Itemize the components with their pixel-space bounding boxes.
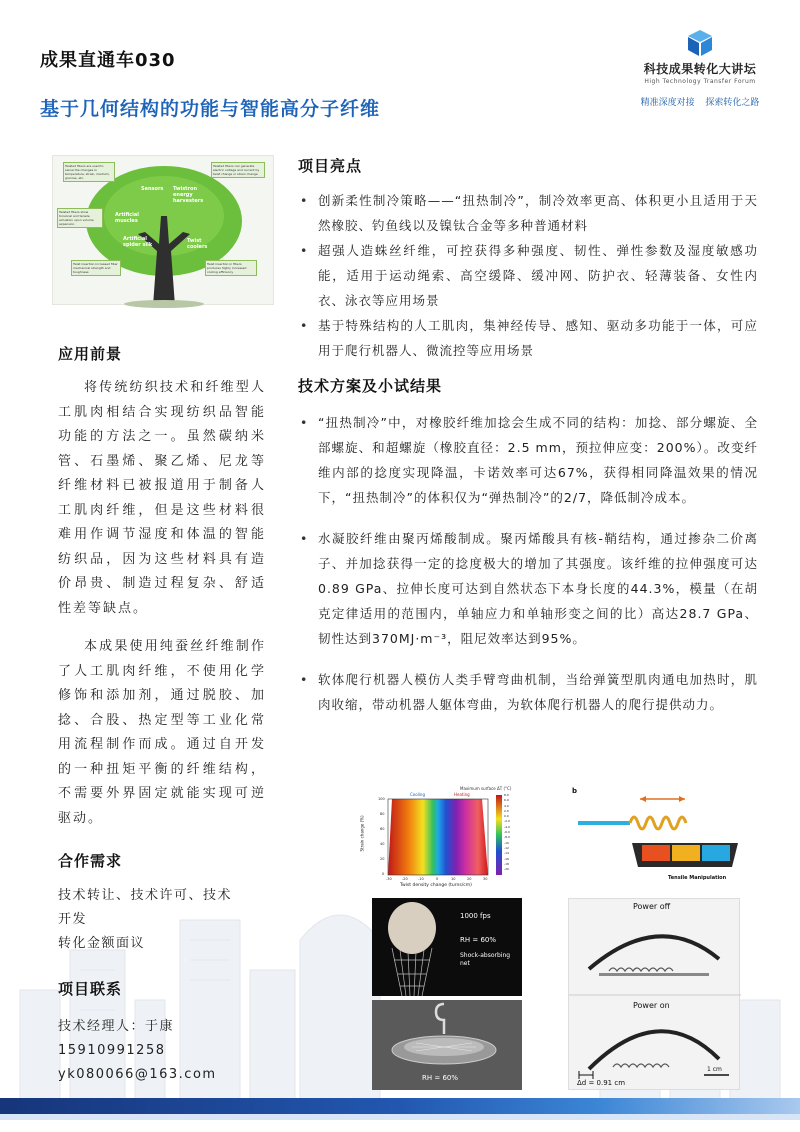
application-heading: 应用前景 (58, 345, 123, 363)
colorbar-tick: -8.0 (504, 835, 510, 840)
cube-logo-icon (685, 28, 715, 58)
heatmap-xtick: 10 (451, 877, 456, 881)
logo-slogan: 精准深度对接 探索转化之路 (640, 98, 760, 108)
tree-label-silk: Artificial spider silk (123, 236, 153, 248)
tree-label-sensors: Sensors (141, 186, 164, 192)
contact-email[interactable]: yk080066@163.com (58, 1067, 217, 1082)
tree-label-coolers: Twist coolers (187, 238, 208, 250)
contact-phone: 15910991258 (58, 1043, 166, 1058)
logo-name: 科技成果转化大讲坛 (643, 62, 757, 76)
tree-caption-sensors: Twisted fibers are used to sense the changes in temperature, strain, medium, glucose, etc. (63, 162, 115, 182)
tree-caption-muscles: Twisted fibers show torsional and tensile actuation upon volume expansion (57, 208, 103, 228)
heatmap-ytick: 40 (380, 842, 385, 846)
heatmap-ytick: 20 (380, 857, 385, 861)
tree-figure (52, 155, 274, 305)
colorbar-tick: -6.0 (504, 830, 510, 835)
colorbar-tick: 8.0 (504, 793, 509, 797)
heatmap-chart (370, 785, 520, 890)
tensile-panel-tag: b (572, 787, 578, 795)
robot-scale: 1 cm (707, 1066, 722, 1073)
net-figure (372, 898, 522, 996)
footer-stripe (0, 1114, 800, 1120)
colorbar-tick: -20 (504, 867, 509, 872)
heatmap-heating-label: Heating (454, 792, 470, 797)
tech-item: • 软体爬行机器人模仿人类手臂弯曲机制，当给弹簧型肌肉通电加热时，肌肉收缩，带动机器人躯体弯曲，为软体爬行机器人的爬行提供动力。 (298, 667, 758, 717)
hook-figure (372, 1000, 522, 1090)
cooperation-line-3: 转化金额面议 (58, 936, 146, 951)
series-label: 成果直通车030 (40, 50, 176, 71)
colorbar-tick: -2.0 (504, 819, 510, 824)
tensile-label: Tensile Manipulation (668, 875, 727, 881)
heatmap-ytick: 60 (380, 827, 385, 831)
highlight-item: • 创新柔性制冷策略——“扭热制冷”，制冷效率更高、体积更小且适用于天然橡胶、钓鱼线以及镍钛合金等多种普通材料 (298, 188, 758, 238)
tree-label-harvesters: Twistron energy harvesters (173, 186, 204, 204)
robot-power-off: Power off (633, 902, 671, 911)
application-paragraph-1: 将传统纺织技术和纤维型人工肌肉相结合实现纺织品智能功能的方法之一。虽然碳纳米管、石墨烯、聚乙烯、尼龙等纤维材料已被报道用于制备人工肌肉纤维，但是这些材料很难用作调节湿度和体温的智能纺织品，因为这些材料具有造价昂贵、制造过程复杂、舒适性差等缺点。 (58, 380, 266, 616)
tensile-figure (570, 785, 740, 890)
logo-english: High Technology Transfer Forum (644, 78, 756, 85)
contact-manager: 技术经理人：于康 (58, 1019, 175, 1034)
robot-figure (568, 898, 740, 1090)
heatmap-xtick: -20 (402, 877, 408, 881)
heatmap-ytick: 100 (378, 797, 385, 801)
tech-list (298, 410, 758, 717)
heatmap-xtick: -10 (418, 877, 424, 881)
net-note: Shock-absorbing net (460, 952, 511, 967)
tech-item: • “扭热制冷”中，对橡胶纤维加捻会生成不同的结构：加捻、部分螺旋、全部螺旋、和超螺旋（橡胶直径：2.5 mm，预拉伸应变：200%）。改变纤维内部的捻度实现降温，卡诺效率可达67%，获得相同降温效果的情况下，“扭热制冷”的体积仅为“弹热制冷”的2/7，降低制冷成本。 (298, 410, 758, 510)
page-title: 基于几何结构的功能与智能高分子纤维 (40, 98, 381, 120)
tree-caption-coolers: Twist insertion in fibers produces highly increased cooling efficiency (205, 260, 257, 276)
robot-illustration (569, 899, 741, 1091)
colorbar-tick: -10 (504, 840, 509, 845)
heatmap-xtick: 0 (436, 877, 439, 881)
colorbar-tick: -16 (504, 856, 509, 861)
forum-logo (630, 28, 770, 108)
net-illustration (372, 898, 522, 996)
colorbar-tick: 4.0 (504, 803, 509, 808)
colorbar-ticks (504, 793, 520, 872)
net-rh: RH = 60% (460, 936, 497, 944)
highlights-list (298, 188, 758, 363)
cooperation-line-2: 开发 (58, 912, 88, 927)
heatmap-ytick: 80 (380, 812, 385, 816)
cooperation-line-1: 技术转让、技术许可、技术 (58, 888, 233, 903)
heatmap-cooling-label: Cooling (410, 792, 425, 797)
colorbar-tick: -4.0 (504, 824, 510, 829)
tree-caption-silk: Twist insertion increased fiber mechanical strength and toughness (71, 260, 121, 276)
heatmap-ytick: 0 (382, 872, 385, 876)
tech-item: • 水凝胶纤维由聚丙烯酸制成。聚丙烯酸具有核-鞘结构，通过掺杂二价离子、并加捻获得一定的捻度极大的增加了其强度。该纤维的拉伸强度可达0.89 GPa、拉伸长度可达到自然状态下本身长度的44.3%，模量（在胡克定律适用的范围内，单轴应力和单轴形变之间的比）高达28.7 GPa、韧性达到370MJ·m⁻³，阻尼效率达到95%。 (298, 526, 758, 651)
footer-bar (0, 1098, 800, 1114)
heatmap-figure (359, 785, 520, 890)
application-paragraph-2: 本成果使用纯蚕丝纤维制作了人工肌肉纤维，不使用化学修饰和添加剂，通过脱胶、加捻、合股、热定型等工业化常用流程制作而成。通过自开发的一种扭矩平衡的纤维结构，不需要外界固定就能实现可逆驱动。 (58, 639, 266, 826)
heatmap-ylabel: Strain change (%) (359, 815, 365, 852)
colorbar-tick: -14 (504, 851, 509, 856)
cooperation-heading: 合作需求 (58, 852, 123, 870)
tree-caption-harvesters: Twisted fibers can generate electric voltage and current by twist change or strain change (211, 162, 265, 178)
colorbar-tick: -12 (504, 845, 509, 850)
robot-power-on: Power on (633, 1001, 670, 1010)
tech-heading: 技术方案及小试结果 (298, 377, 443, 395)
colorbar-tick: 0.0 (504, 814, 509, 819)
heatmap-xtick: -30 (386, 877, 392, 881)
contact-heading: 项目联系 (58, 980, 123, 998)
highlight-item: • 超强人造蛛丝纤维，可控获得多种强度、韧性、弹性参数及湿度敏感功能，适用于运动绳索、高空缓降、缓冲网、防护衣、轻薄装备、女性内衣、泳衣等应用场景 (298, 238, 758, 313)
robot-delta: Δd = 0.91 cm (577, 1079, 626, 1087)
heatmap-xlabel: Twist density change (turns/cm) (400, 883, 472, 888)
heatmap-xtick: 20 (467, 877, 472, 881)
colorbar-tick: 2.0 (504, 808, 509, 813)
colorbar-tick: 6.0 (504, 798, 509, 803)
tree-label-muscles: Artificial muscles (115, 212, 139, 224)
highlights-heading: 项目亮点 (298, 157, 363, 175)
hook-rh: RH = 60% (422, 1074, 459, 1082)
colorbar-tick: -18 (504, 861, 509, 866)
net-fps: 1000 fps (460, 912, 491, 920)
heatmap-title: Maximum surface ΔT (°C) (460, 786, 512, 791)
heatmap-xtick: 30 (483, 877, 488, 881)
highlight-item: • 基于特殊结构的人工肌肉，集神经传导、感知、驱动多功能于一体，可应用于爬行机器人、微流控等应用场景 (298, 313, 758, 363)
